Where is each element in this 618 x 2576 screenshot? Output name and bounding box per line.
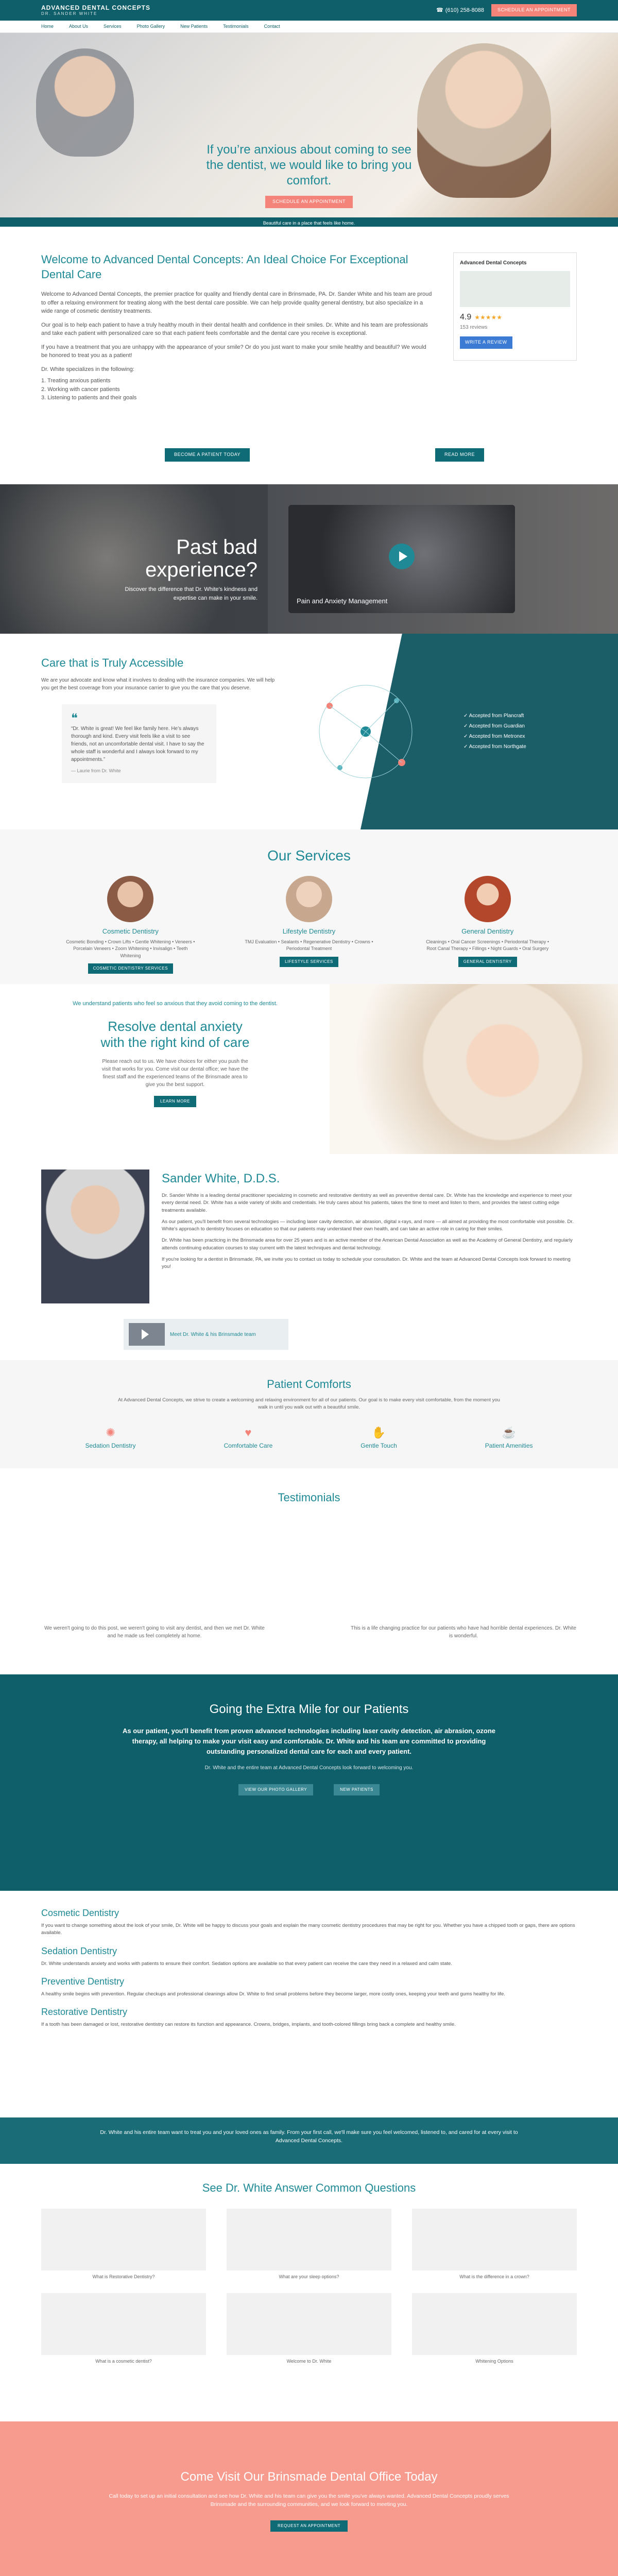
hand-icon: ✋ xyxy=(371,1426,386,1439)
welcome-list-item: 3. Listening to patients and their goals xyxy=(41,395,137,401)
anxiety-title: Resolve dental anxiety with the right kind of care xyxy=(100,1018,250,1050)
become-patient-button[interactable]: BECOME A PATIENT TODAY xyxy=(165,448,250,462)
schedule-appointment-button[interactable]: SCHEDULE AN APPOINTMENT xyxy=(491,4,577,16)
heart-icon: ♥ xyxy=(245,1426,252,1439)
review-title: Advanced Dental Concepts xyxy=(460,260,527,266)
faq-question: Welcome to Dr. White xyxy=(286,2358,332,2364)
new-patients-button[interactable]: NEW PATIENTS xyxy=(334,1784,380,1795)
service-name: General Dentistry xyxy=(461,927,514,935)
category-text: A healthy smile begins with prevention. Regular checkups and professional cleanings allow Dr. White to find small problems before they become larger, more costly ones, keeping your teeth and gums healthy for life. xyxy=(41,1991,505,1997)
welcome-list-intro: Dr. White specializes in the following: xyxy=(41,366,134,372)
hero-strip xyxy=(0,217,618,227)
hero-headline: If you’re anxious about coming to see the dentist, we would like to bring you comfort. xyxy=(206,143,412,188)
faq-thumbnail xyxy=(412,2293,577,2355)
testimonials-title: Testimonials xyxy=(278,1491,340,1504)
comfort-label: Comfortable Care xyxy=(224,1442,273,1449)
hero xyxy=(0,33,618,227)
testimonial-card xyxy=(62,704,216,783)
doctor-paragraph-3: Dr. White has been practicing in the Brinsmade area for over 25 years and is an active member of the American Dental Association as well as the Academy of General Dentistry, and regularly attends continuing education courses to stay current with the latest techniques and dental technology. xyxy=(162,1238,573,1251)
anxiety-photo xyxy=(330,984,618,1154)
faq-thumbnail xyxy=(227,2209,391,2270)
welcome-paragraph-1: Welcome to Advanced Dental Concepts, the premier practice for quality and friendly dental care in Brinsmade, PA. Dr. Sander White and his team are proud to offer a relaxing environment for treating along with the best dental care possible. We can help provide quality general dentistry, but also specialize in a wide range of cosmetic dentistry treatments. xyxy=(41,291,432,315)
hero-appointment-button[interactable]: SCHEDULE AN APPOINTMENT xyxy=(265,196,353,208)
nav-home[interactable]: Home xyxy=(41,24,54,29)
comfort-label: Patient Amenities xyxy=(485,1442,533,1449)
dentistry-categories xyxy=(0,1891,618,2117)
service-name: Cosmetic Dentistry xyxy=(102,927,159,935)
welcome-title: Welcome to Advanced Dental Concepts: An Ideal Choice For Exceptional Dental Care xyxy=(41,253,408,281)
play-icon xyxy=(142,1329,149,1340)
nav-testimonials[interactable]: Testimonials xyxy=(223,24,249,29)
faq-thumbnail xyxy=(41,2293,206,2355)
doctor-name: Sander White, D.D.S. xyxy=(162,1172,280,1185)
play-icon[interactable] xyxy=(389,544,415,569)
video-subtitle: Discover the difference that Dr. White's kindness and expertise can make in your smile. xyxy=(125,586,258,601)
comfort-label: Sedation Dentistry xyxy=(85,1442,136,1449)
welcome-list-item: 1. Treating anxious patients xyxy=(41,378,111,384)
video-title: Past bad experience? xyxy=(145,536,258,581)
doctor-photo xyxy=(41,1170,149,1303)
write-review-button[interactable]: WRITE A REVIEW xyxy=(460,336,512,349)
visit-text: Call today to set up an initial consultation and see how Dr. White and his team can give you the smile you've always wanted. Advanced Dental Concepts proudly serves Brinsmade and the surrounding communities, and we look forward to meeting you. xyxy=(109,2493,509,2507)
molecule-graphic xyxy=(299,665,433,799)
faq-video[interactable] xyxy=(227,2209,391,2281)
doctor-video-caption: Meet Dr. White & his Brinsmade team xyxy=(170,1331,256,1337)
visit-section xyxy=(0,2421,618,2576)
category-text: If a tooth has been damaged or lost, restorative dentistry can restore its function and appearance. Crowns, bridges, implants, and tooth-colored fillings bring back a complete and healthy smile. xyxy=(41,2022,456,2027)
doctor-paragraph-4: If you're looking for a dentist in Brinsmade, PA, we invite you to contact us today to schedule your consultation. Dr. White and the team at Advanced Dental Concepts look forward to meeting you! xyxy=(162,1256,571,1269)
insurance-list xyxy=(464,711,526,752)
logo-subtitle: DR. SANDER WHITE xyxy=(41,11,98,16)
nav-photo-gallery[interactable]: Photo Gallery xyxy=(136,24,165,29)
testimonial-quote: “Dr. White is great! We feel like family here. He’s always thorough and kind. Every visit feels like a visit to see friends, not an uncomfortable dental visit. I have to say the whole staff is wonderful and I always look forward to my appointments.” xyxy=(71,726,204,762)
comfort-care xyxy=(224,1424,273,1450)
category-title: Sedation Dentistry xyxy=(41,1945,117,1956)
doctor-paragraph-1: Dr. Sander White is a leading dental practitioner specializing in cosmetic and restorative dentistry as well as preventive dental care. Dr. White has the knowledge and experience to meet your every dental need. Dr. White has a wide variety of skills and credentials. He truly cares about his patients, takes the time to meet and listen to them, and provides the latest cutting edge treatments available. xyxy=(162,1193,572,1213)
logo[interactable] xyxy=(41,4,150,16)
service-photo xyxy=(107,876,153,922)
anxiety-section xyxy=(0,984,618,1154)
service-photo xyxy=(465,876,511,922)
insurance-item: ✓ Accepted from Northgate xyxy=(464,744,526,750)
accessible-care-section xyxy=(0,634,618,829)
extra-mile-text: As our patient, you'll benefit from proven advanced technologies including laser cavity detection, air abrasion, ozone therapy, all helping to make your visit easy and comfortable. Dr. White and his team are committed to providing outstanding personalized dental care for each and every patient. xyxy=(122,1727,495,1756)
service-desc: TMJ Evaluation • Sealants • Regenerative Dentistry • Crowns • Periodontal Treatment xyxy=(245,939,373,951)
review-count: 153 reviews xyxy=(460,325,488,330)
request-appointment-button[interactable]: REQUEST AN APPOINTMENT xyxy=(270,2520,348,2532)
service-desc: Cleanings • Oral Cancer Screenings • Periodontal Therapy • Root Canal Therapy • Fillings • Night Guards • Oral Surgery xyxy=(426,939,550,951)
faq-title: See Dr. White Answer Common Questions xyxy=(202,2181,416,2194)
accessible-text: We are your advocate and know what it involves to dealing with the insurance companies. We will help you get the best coverage from your insurance carrier to give you the care that you deserve. xyxy=(41,677,275,691)
services-section xyxy=(0,829,618,984)
extra-mile-title: Going the Extra Mile for our Patients xyxy=(209,1702,409,1716)
video-badge: Pain and Anxiety Management xyxy=(297,597,388,605)
doctor-video[interactable] xyxy=(124,1319,288,1350)
faq-video[interactable] xyxy=(41,2293,206,2365)
service-button[interactable]: GENERAL DENTISTRY xyxy=(458,957,517,967)
category-text: Dr. White understands anxiety and works with patients to ensure their comfort. Sedation options are available so that every patient can receive the care they need in a relaxed and calm state. xyxy=(41,1960,452,1967)
hero-strip-text: Beautiful care in a place that feels like home. xyxy=(263,221,355,226)
testimonial-quote-left: We weren't going to do this post, we weren't going to visit any dentist, and then we met Dr. White and he made us feel completely at home. xyxy=(44,1625,265,1639)
testimonial-quote-right: This is a life changing practice for our patients who have had horrible dental experiences. Dr. White is wonderful. xyxy=(350,1625,576,1639)
comforts-title: Patient Comforts xyxy=(267,1378,351,1391)
faq-question: What is a cosmetic dentist? xyxy=(95,2358,152,2364)
past-experience-section xyxy=(0,484,618,634)
service-name: Lifestyle Dentistry xyxy=(282,927,336,935)
service-cosmetic xyxy=(63,876,197,974)
review-stars: ★★★★★ xyxy=(474,314,503,321)
category-title: Restorative Dentistry xyxy=(41,2007,128,2017)
hero-photo-dentist xyxy=(36,48,134,157)
review-widget xyxy=(453,252,577,361)
faq-question: What is the difference in a crown? xyxy=(459,2274,529,2279)
doctor-section xyxy=(0,1154,618,1360)
faq-video[interactable] xyxy=(412,2209,577,2281)
insurance-item: ✓ Accepted from Metronex xyxy=(464,734,525,739)
insurance-item: ✓ Accepted from Guardian xyxy=(464,723,525,729)
sedation-icon: ✺ xyxy=(106,1426,115,1439)
patient-comforts-section xyxy=(0,1360,618,1468)
services-title: Our Services xyxy=(267,848,351,863)
testimonial-author: — Laurie from Dr. White xyxy=(71,768,121,773)
service-desc: Cosmetic Bonding • Crown Lifts • Gentle Whitening • Veneers • Porcelain Veneers • Zoom Whitening • Invisalign • Teeth Whitening xyxy=(66,939,195,958)
faq-section xyxy=(0,2164,618,2421)
review-rating: 4.9 xyxy=(460,313,472,321)
nav-contact[interactable]: Contact xyxy=(264,24,280,29)
extra-mile-section xyxy=(0,1674,618,1891)
read-more-button[interactable]: READ MORE xyxy=(435,448,484,462)
main-nav xyxy=(0,21,618,33)
faq-video[interactable] xyxy=(227,2293,391,2365)
faq-question: What are your sleep options? xyxy=(279,2274,339,2279)
category-title: Cosmetic Dentistry xyxy=(41,1908,119,1918)
category-text: If you want to change something about the look of your smile, Dr. White will be happy to discuss your goals and explain the many cosmetic dentistry procedures that may be right for you. Whether you have a chipped tooth or gaps, there are options available. xyxy=(41,1923,575,1936)
faq-thumbnail xyxy=(227,2293,391,2355)
service-photo xyxy=(286,876,332,922)
insurance-item: ✓ Accepted from Plancraft xyxy=(464,713,524,719)
anxiety-learn-more-button[interactable]: LEARN MORE xyxy=(154,1096,196,1107)
phone-icon: ☎ xyxy=(436,7,443,13)
comfort-sedation xyxy=(85,1424,136,1450)
header-phone[interactable]: (610) 258-8088 xyxy=(445,7,484,13)
faq-thumbnail xyxy=(41,2209,206,2270)
faq-video[interactable] xyxy=(412,2293,577,2365)
photo-gallery-button[interactable]: VIEW OUR PHOTO GALLERY xyxy=(238,1784,313,1795)
welcome-list-item: 2. Working with cancer patients xyxy=(41,386,120,393)
accessible-title: Care that is Truly Accessible xyxy=(41,656,184,669)
comfort-label: Gentle Touch xyxy=(360,1442,397,1449)
video-thumbnail xyxy=(129,1323,165,1346)
faq-thumbnail xyxy=(412,2209,577,2270)
faq-question: Whitening Options xyxy=(475,2358,513,2364)
anxiety-text: Please reach out to us. We have choices for either you push the visit that works for you. Come visit our dental office; we have the finest staff and the experienced teams of the Brinsmade area to give you the best support. xyxy=(101,1058,249,1088)
category-title: Preventive Dentistry xyxy=(41,1976,125,1987)
service-button[interactable]: COSMETIC DENTISTRY SERVICES xyxy=(88,963,174,974)
service-button[interactable]: LIFESTYLE SERVICES xyxy=(280,957,338,967)
logo-title: ADVANCED DENTAL CONCEPTS xyxy=(41,4,151,12)
nav-about-us[interactable]: About Us xyxy=(69,24,89,29)
extra-mile-small: Dr. White and the entire team at Advanced Dental Concepts look forward to welcoming you. xyxy=(204,1765,414,1771)
service-general xyxy=(421,876,555,974)
comforts-text: At Advanced Dental Concepts, we strive to create a welcoming and relaxing environment for all of our patients. Our goal is to make every visit comfortable, from the moment you walk in until you walk out with a beautiful smile. xyxy=(118,1397,500,1411)
anxiety-lead: We understand patients who feel so anxious that they avoid coming to the dentist. xyxy=(73,1001,278,1007)
amenities-icon: ☕ xyxy=(502,1426,516,1439)
service-lifestyle xyxy=(242,876,376,974)
nav-services[interactable]: Services xyxy=(104,24,122,29)
faq-video[interactable] xyxy=(41,2209,206,2281)
quote-icon: ❝ xyxy=(71,711,78,725)
faq-question: What is Restorative Dentistry? xyxy=(92,2274,155,2279)
nav-new-patients[interactable]: New Patients xyxy=(180,24,208,29)
welcome-paragraph-2: Our goal is to help each patient to have a truly healthy mouth in their dental health and confidence in their smiles. Dr. White and his team are professionals and take each patient with personalized care so that each patient feels comfortable and the dental care you receive is exceptional. xyxy=(41,321,428,337)
comfort-gentle xyxy=(360,1424,397,1450)
testimonials-section xyxy=(0,1468,618,1674)
comfort-amenities xyxy=(485,1424,533,1450)
video-player[interactable] xyxy=(288,505,515,613)
welcome-section xyxy=(0,227,618,484)
visit-title: Come Visit Our Brinsmade Dental Office Today xyxy=(180,2470,438,2484)
doctor-paragraph-2: As our patient, you'll benefit from several technologies — including laser cavity detection, air abrasion, digital x-rays, and more — all aimed at providing the most comfortable visit possible. Dr. White's approach to dentistry focuses on education so that our patients may understand their own health, and can take an active role in caring for their smiles. xyxy=(162,1218,574,1232)
closing-section xyxy=(0,2117,618,2164)
review-map xyxy=(460,271,570,307)
site-header xyxy=(0,0,618,21)
closing-text: Dr. White and his entire team want to treat you and your loved ones as family. From your first call, we'll make sure you feel welcomed, listened to, and cared for at every visit to Advanced Dental Concepts. xyxy=(100,2129,518,2144)
welcome-paragraph-3: If you have a treatment that you are unhappy with the appearance of your smile? Or do you just want to make your smile healthy and beautiful? We would be honored to treat you as a patient! xyxy=(41,344,426,359)
